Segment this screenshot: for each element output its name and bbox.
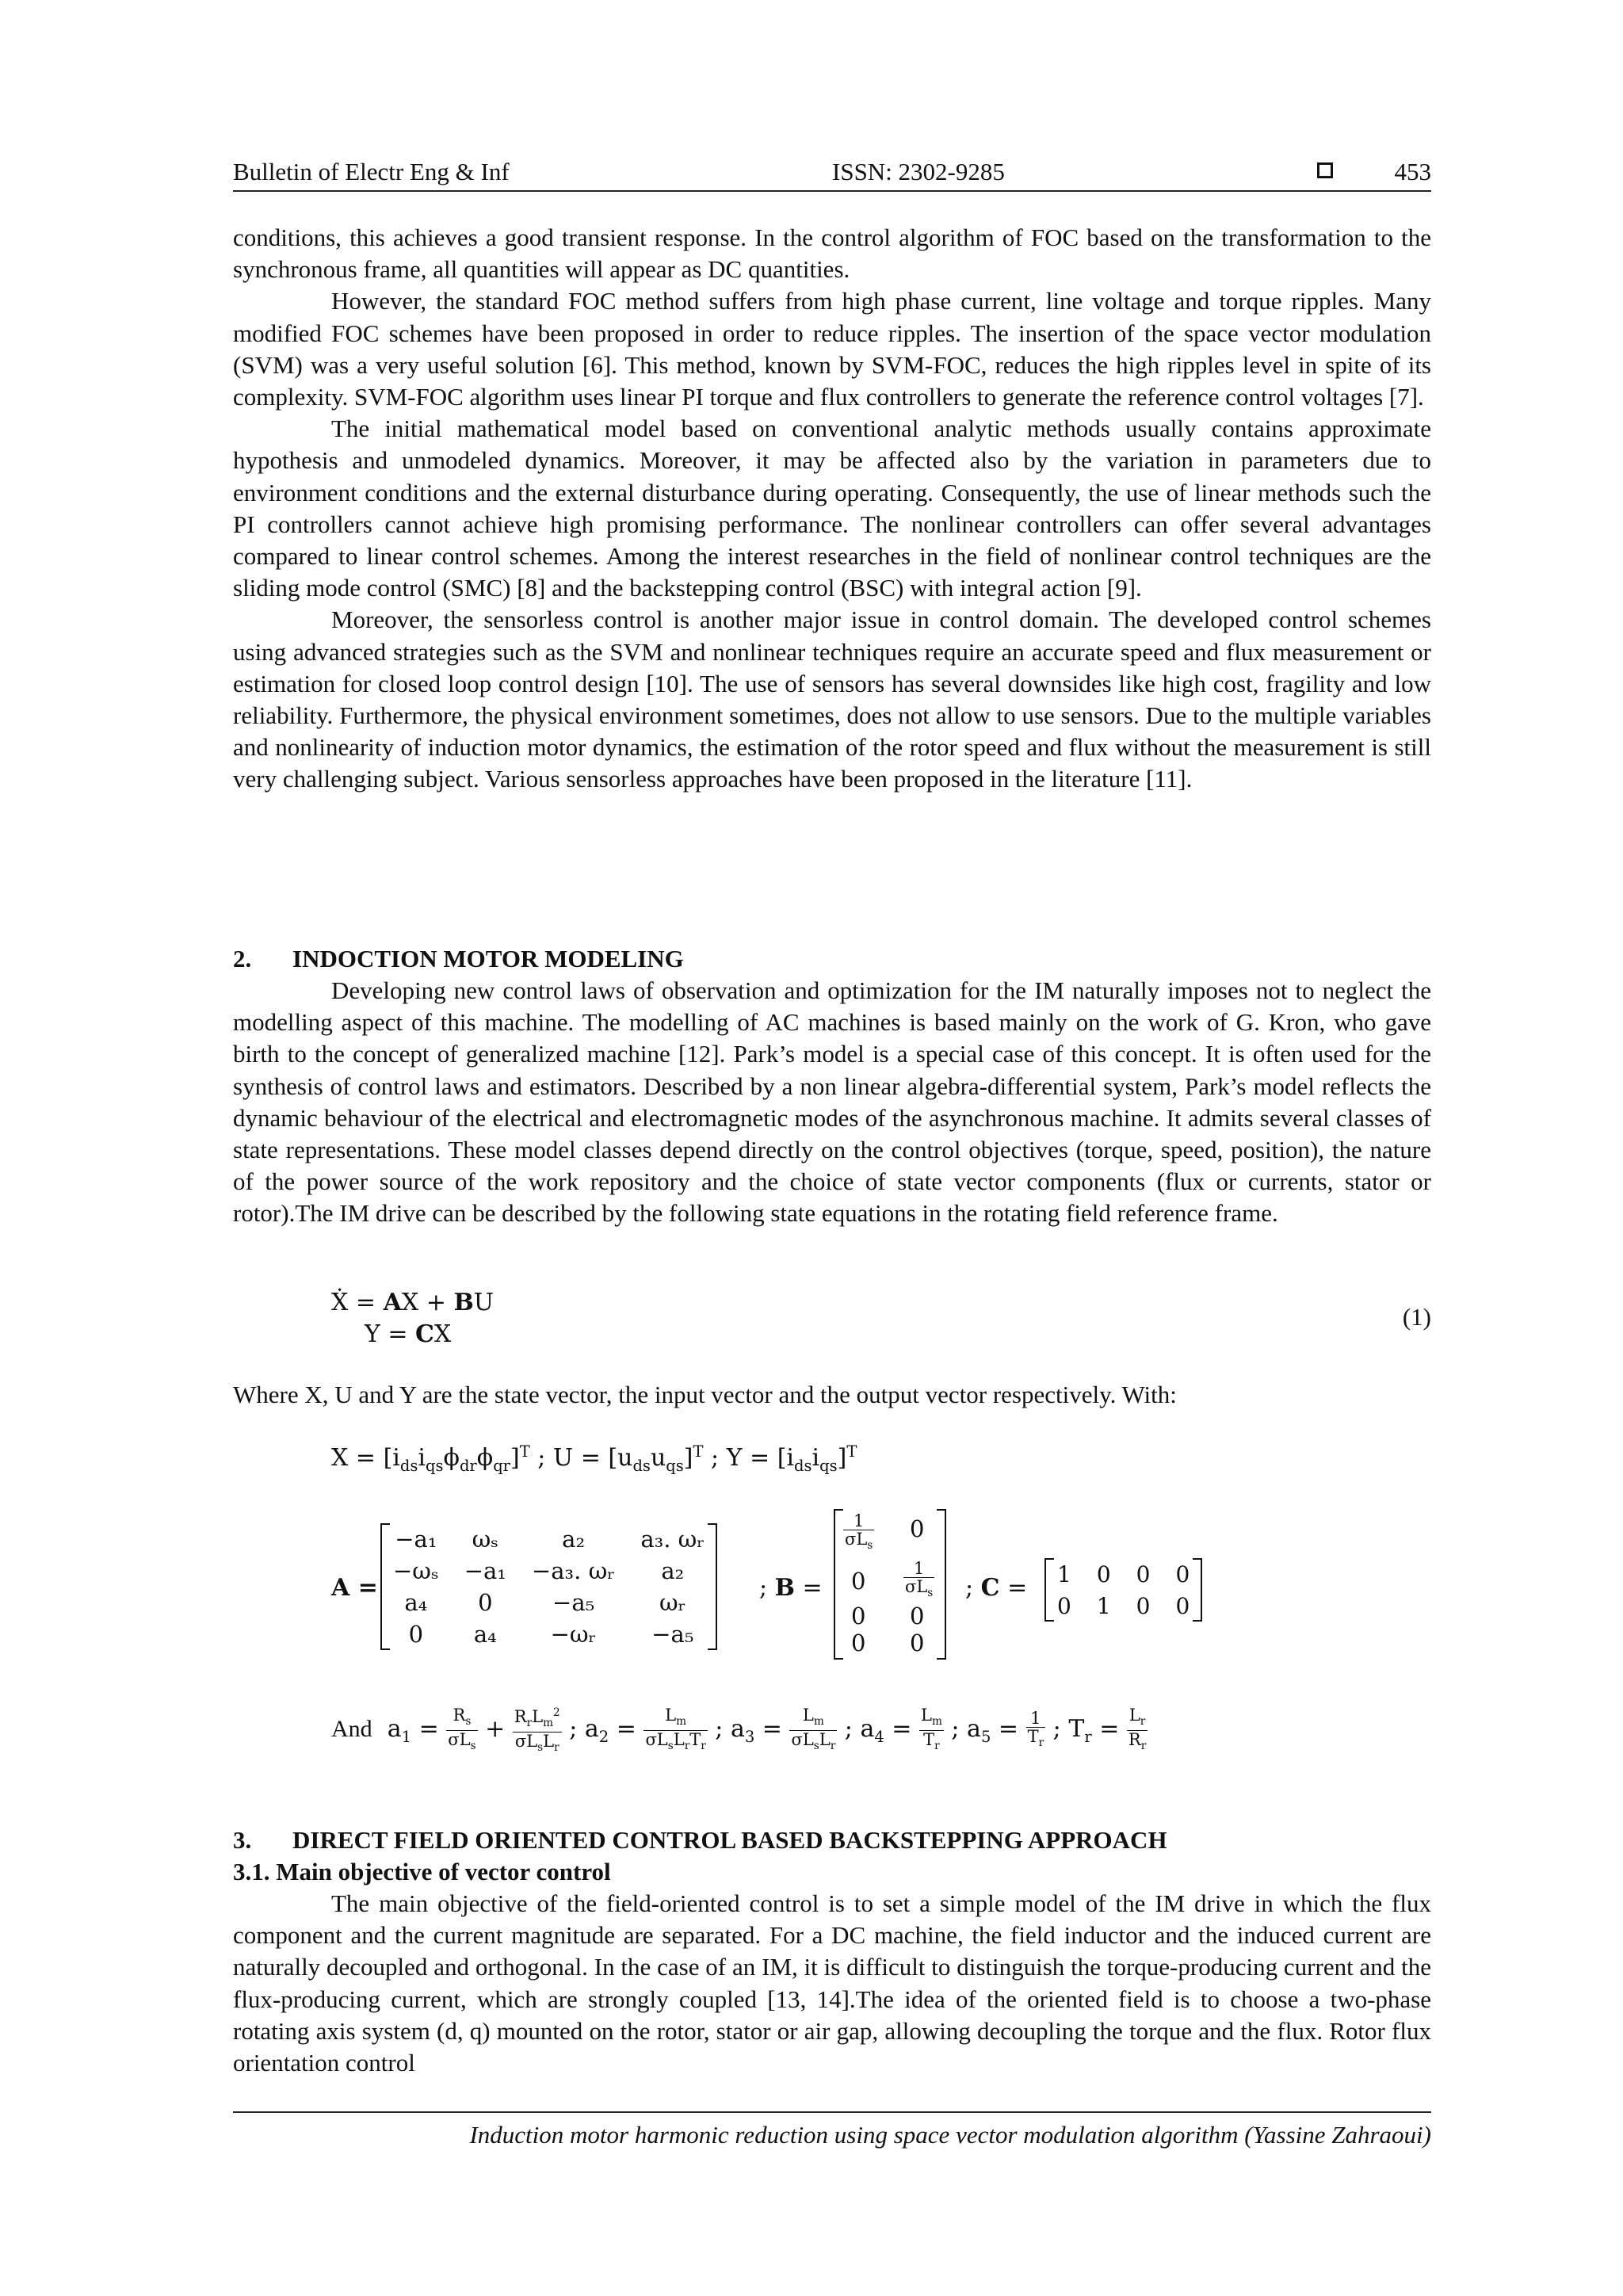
running-header: [233, 154, 1431, 192]
matrix-row: [1044, 1590, 1202, 1622]
matrix-cell: 0: [1175, 1561, 1190, 1587]
matrix-row: [380, 1555, 717, 1587]
matrix-cell: a₄: [473, 1621, 497, 1648]
matrix-cell: 0: [408, 1621, 424, 1648]
intro-text: [233, 222, 1431, 796]
paragraph: Moreover, the sensorless control is another major issue in control domain. The developed control schemes using advanced strategies such as the SVM and nonlinear techniques require an accurate speed and flux measurement or estimation for closed loop control design [10]. The use of sensors has several downsides like high cost, fragility and low reliability. Furthermore, the physical environment sometimes, does not allow to use sensors. Due to the multiple variables and nonlinearity of induction motor dynamics, the estimation of the rotor speed and flux without the measurement is still very challenging subject. Various sensorless approaches have been proposed in the literature [11].: [233, 606, 1431, 793]
matrix-cell: 0: [478, 1589, 493, 1616]
matrix-cell: 0: [1136, 1592, 1151, 1619]
section-text: [233, 975, 1431, 1230]
matrix-cell: −ωᵣ: [550, 1621, 597, 1648]
matrix-cell: ωₛ: [472, 1526, 499, 1553]
matrix-cell: −a₅: [651, 1621, 694, 1648]
matrix-c: [1044, 1558, 1202, 1622]
matrix-cell: −a₁: [395, 1526, 437, 1553]
matrix-cell: 1: [1096, 1592, 1111, 1619]
matrix-cell: ωᵣ: [659, 1589, 686, 1616]
matrix-cell: −a₁: [464, 1557, 506, 1584]
coefficient-definitions: And $a_1$ = $\frac{R_s}{\sigma L_s}$ + $\frac{R_rL_m^2}{\sigma L_sL_r}$ ; $a_2$ = $\frac{L_m}{\sigma L_sL_rT_r}$ ; $a_3$ = $\frac{L_m}{\sigma L_sL_r}$ ; $a_4$ = $\frac{L_m}{T_r}$ ; $a_5$ = $\frac{1}{T_r}$ ; $T_r$ = $\frac{L_r}{R_r}$: [331, 1705, 1147, 1755]
equation-number: (1): [1402, 1303, 1431, 1331]
matrix-b: $\frac{1}{\sigma L_s}$ 0 0 $\frac{1}{\sigma L_s}$ 0 0 0 0: [834, 1509, 946, 1660]
journal-name: Bulletin of Electr Eng & Inf: [233, 158, 510, 185]
paragraph: Where X, U and Y are the state vector, the input vector and the output vector respectively. With:: [233, 1381, 1177, 1408]
paragraph: The initial mathematical model based on conventional analytic methods usually contains approximate hypothesis and unmodeled dynamics. Moreover, it may be affected also by the variation in parameters due to environment conditions and the external disturbance during operating. Consequently, the use of linear methods such the PI controllers cannot achieve high promising performance. The nonlinear controllers can offer several advantages compared to linear control schemes. Among the interest researches in the field of nonlinear control techniques are the sliding mode control (SMC) [8] and the backstepping control (BSC) with integral action [9].: [233, 415, 1431, 602]
matrix-cell: −ωₛ: [393, 1557, 439, 1584]
matrix-cell: a₃. ωᵣ: [640, 1526, 705, 1553]
paragraph: The main objective of the field-oriented control is to set a simple model of the IM drive in which the flux component and the current magnitude are separated. For a DC machine, the field inductor and the induced current are naturally decoupled and orthogonal. In the case of an IM, it is difficult to distinguish the torque-producing current and the flux-producing current, which are strongly coupled [13, 14].The idea of the oriented field is to choose a two-phase rotating axis system (d, q) mounted on the rotor, stator or air gap, allowing decoupling the torque and the flux. Rotor flux orientation control: [233, 1889, 1431, 2077]
matrix-a-label: A =: [331, 1574, 378, 1602]
section-text: [233, 1888, 1431, 2079]
matrix-row: [380, 1618, 717, 1650]
section-number: 3.: [233, 1826, 252, 1854]
matrix-a: [380, 1523, 717, 1650]
matrix-cell: 0: [1175, 1592, 1190, 1619]
matrix-c-label: ; C =: [965, 1574, 1028, 1602]
paragraph: Developing new control laws of observation and optimization for the IM naturally imposes not to neglect the modelling aspect of this machine. The modelling of AC machines is based mainly on the work of G. Kron, who gave birth to the concept of generalized machine [12]. Park’s model is a special case of this concept. It is often used for the synthesis of control laws and estimators. Described by a non linear algebra-differential system, Park’s model reflects the dynamic behaviour of the electrical and electromagnetic modes of the asynchronous machine. It admits several classes of state representations. These model classes depend directly on the control objectives (torque, speed, position), the nature of the power source of the work repository and the choice of state vector components (flux or currents, stator or rotor).The IM drive can be described by the following state equations in the rotating field reference frame.: [233, 976, 1431, 1228]
matrix-cell: 0: [1057, 1592, 1071, 1619]
issn: ISSN: 2302-9285: [832, 158, 1005, 185]
section-heading: [233, 1824, 1167, 1856]
matrix-cell: −a₅: [552, 1589, 595, 1616]
matrix-row: [1044, 1558, 1202, 1590]
matrix-cell: −a₃. ωᵣ: [531, 1557, 616, 1584]
vector-definitions: $X = [i_{ds}i_{qs}\phi_{dr}\phi_{qr}]^T$ ; $U = [u_{ds}u_{qs}]^T$ ; $Y = [i_{ds}i_{qs}]^T$: [331, 1442, 857, 1475]
matrix-cell: 1: [1057, 1561, 1071, 1587]
matrix-row: [380, 1587, 717, 1618]
square-icon: [1317, 162, 1333, 178]
matrix-cell: 0: [1096, 1561, 1111, 1587]
paragraph: However, the standard FOC method suffers from high phase current, line voltage and torque ripples. Many modified FOC schemes have been proposed in order to reduce ripples. The insertion of the space vector modulation (SVM) was a very useful solution [6]. This method, known by SVM-FOC, reduces the high ripples level in spite of its complexity. SVM-FOC algorithm uses linear PI torque and flux controllers to generate the reference control voltages [7].: [233, 287, 1431, 411]
page-number: 453: [1394, 158, 1431, 185]
matrix-cell: 0: [1136, 1561, 1151, 1587]
state-equation: Ẋ = AX + BU Y = CX: [331, 1289, 495, 1348]
matrix-b-label: ; B =: [759, 1574, 823, 1602]
matrix-cell: a₂: [562, 1526, 586, 1553]
section-title: INDOCTION MOTOR MODELING: [292, 945, 684, 972]
section-title: DIRECT FIELD ORIENTED CONTROL BASED BACKSTEPPING APPROACH: [292, 1826, 1167, 1854]
section-heading: [233, 943, 684, 975]
subsection-heading: 3.1. Main objective of vector control: [233, 1858, 611, 1885]
matrix-cell: a₄: [404, 1589, 428, 1616]
section-number: 2.: [233, 945, 252, 972]
matrix-cell: a₂: [661, 1557, 685, 1584]
footer-rule: [233, 2111, 1431, 2113]
paragraph: conditions, this achieves a good transient response. In the control algorithm of FOC based on the transformation to the synchronous frame, all quantities will appear as DC quantities.: [233, 223, 1431, 284]
footer-citation: Induction motor harmonic reduction using space vector modulation algorithm (Yassine Zahraoui): [469, 2121, 1431, 2149]
matrix-row: [380, 1523, 717, 1555]
and-label: And: [331, 1716, 372, 1743]
where-text: [233, 1379, 1431, 1411]
